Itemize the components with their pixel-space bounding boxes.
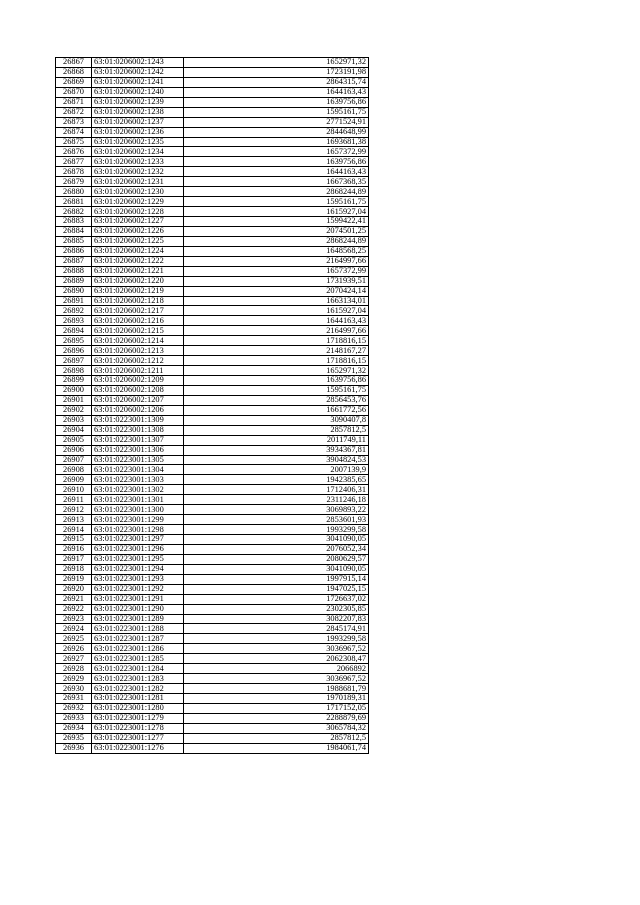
table-row (56, 137, 369, 147)
row-number-cell: 26906 (56, 445, 92, 455)
table-row (56, 664, 369, 674)
table-row (56, 425, 369, 435)
row-number-cell: 26918 (56, 564, 92, 574)
table-row (56, 147, 369, 157)
table-row (56, 395, 369, 405)
cadastral-number-cell: 63:01:0223001:1300 (92, 505, 184, 515)
cadastral-number-cell: 63:01:0223001:1297 (92, 535, 184, 545)
value-cell: 1667368,35 (184, 177, 369, 187)
row-number-cell: 26933 (56, 713, 92, 723)
cadastral-number-cell: 63:01:0223001:1284 (92, 664, 184, 674)
value-cell: 1988681,79 (184, 684, 369, 694)
table-row (56, 236, 369, 246)
value-cell: 1657372,99 (184, 266, 369, 276)
cadastral-number-cell: 63:01:0206002:1226 (92, 226, 184, 236)
table-row (56, 544, 369, 554)
cadastral-number-cell: 63:01:0206002:1243 (92, 58, 184, 68)
row-number-cell: 26917 (56, 554, 92, 564)
cadastral-number-cell: 63:01:0206002:1208 (92, 385, 184, 395)
cadastral-number-cell: 63:01:0206002:1228 (92, 207, 184, 217)
row-number-cell: 26919 (56, 574, 92, 584)
table-row (56, 366, 369, 376)
value-cell: 1644163,43 (184, 316, 369, 326)
row-number-cell: 26879 (56, 177, 92, 187)
table-row (56, 326, 369, 336)
table-row (56, 723, 369, 733)
table-row (56, 107, 369, 117)
value-cell: 2868244,89 (184, 187, 369, 197)
table-row (56, 77, 369, 87)
row-number-cell: 26904 (56, 425, 92, 435)
table-row (56, 684, 369, 694)
row-number-cell: 26916 (56, 544, 92, 554)
cadastral-number-cell: 63:01:0206002:1230 (92, 187, 184, 197)
row-number-cell: 26894 (56, 326, 92, 336)
row-number-cell: 26921 (56, 594, 92, 604)
row-number-cell: 26878 (56, 167, 92, 177)
value-cell: 2857812,5 (184, 425, 369, 435)
cadastral-number-cell: 63:01:0206002:1215 (92, 326, 184, 336)
cadastral-number-cell: 63:01:0206002:1241 (92, 77, 184, 87)
value-cell: 2856453,76 (184, 395, 369, 405)
value-cell: 1693681,38 (184, 137, 369, 147)
cadastral-number-cell: 63:01:0206002:1231 (92, 177, 184, 187)
table-row (56, 58, 369, 68)
data-table (55, 57, 369, 754)
cadastral-number-cell: 63:01:0206002:1229 (92, 197, 184, 207)
row-number-cell: 26889 (56, 276, 92, 286)
table-row (56, 415, 369, 425)
row-number-cell: 26892 (56, 306, 92, 316)
value-cell: 3090407,8 (184, 415, 369, 425)
cadastral-number-cell: 63:01:0206002:1225 (92, 236, 184, 246)
value-cell: 1595161,75 (184, 107, 369, 117)
value-cell: 1615927,04 (184, 207, 369, 217)
cadastral-number-cell: 63:01:0206002:1206 (92, 405, 184, 415)
row-number-cell: 26901 (56, 395, 92, 405)
cadastral-number-cell: 63:01:0206002:1221 (92, 266, 184, 276)
cadastral-number-cell: 63:01:0223001:1309 (92, 415, 184, 425)
value-cell: 1947025,15 (184, 584, 369, 594)
value-cell: 2845174,91 (184, 624, 369, 634)
value-cell: 1639756,86 (184, 376, 369, 386)
value-cell: 1595161,75 (184, 197, 369, 207)
table-row (56, 127, 369, 137)
value-cell: 2011749,11 (184, 435, 369, 445)
row-number-cell: 26874 (56, 127, 92, 137)
table-row (56, 703, 369, 713)
table-row (56, 505, 369, 515)
cadastral-number-cell: 63:01:0206002:1239 (92, 97, 184, 107)
row-number-cell: 26915 (56, 535, 92, 545)
cadastral-number-cell: 63:01:0223001:1281 (92, 694, 184, 704)
cadastral-number-cell: 63:01:0223001:1308 (92, 425, 184, 435)
value-cell: 1639756,86 (184, 157, 369, 167)
value-cell: 3934367,81 (184, 445, 369, 455)
table-row (56, 525, 369, 535)
table-row (56, 336, 369, 346)
value-cell: 2844648,99 (184, 127, 369, 137)
value-cell: 1639756,86 (184, 97, 369, 107)
row-number-cell: 26867 (56, 58, 92, 68)
table-row (56, 167, 369, 177)
value-cell: 3069893,22 (184, 505, 369, 515)
value-cell: 3036967,52 (184, 644, 369, 654)
table-row (56, 445, 369, 455)
row-number-cell: 26888 (56, 266, 92, 276)
row-number-cell: 26869 (56, 77, 92, 87)
value-cell: 1718816,15 (184, 336, 369, 346)
row-number-cell: 26928 (56, 664, 92, 674)
row-number-cell: 26875 (56, 137, 92, 147)
value-cell: 1970189,31 (184, 694, 369, 704)
row-number-cell: 26908 (56, 465, 92, 475)
cadastral-number-cell: 63:01:0206002:1237 (92, 117, 184, 127)
row-number-cell: 26907 (56, 455, 92, 465)
cadastral-number-cell: 63:01:0223001:1304 (92, 465, 184, 475)
table-row (56, 733, 369, 743)
cadastral-number-cell: 63:01:0223001:1293 (92, 574, 184, 584)
cadastral-number-cell: 63:01:0206002:1217 (92, 306, 184, 316)
cadastral-number-cell: 63:01:0223001:1301 (92, 495, 184, 505)
value-cell: 1984061,74 (184, 743, 369, 753)
value-cell: 2070424,14 (184, 286, 369, 296)
value-cell: 2771524,91 (184, 117, 369, 127)
value-cell: 2148167,27 (184, 346, 369, 356)
table-row (56, 187, 369, 197)
cadastral-number-cell: 63:01:0206002:1212 (92, 356, 184, 366)
value-cell: 2066892 (184, 664, 369, 674)
value-cell: 1652971,32 (184, 366, 369, 376)
row-number-cell: 26872 (56, 107, 92, 117)
row-number-cell: 26887 (56, 256, 92, 266)
table-row (56, 197, 369, 207)
cadastral-number-cell: 63:01:0206002:1219 (92, 286, 184, 296)
cadastral-number-cell: 63:01:0223001:1298 (92, 525, 184, 535)
cadastral-number-cell: 63:01:0206002:1236 (92, 127, 184, 137)
row-number-cell: 26923 (56, 614, 92, 624)
table-row (56, 743, 369, 753)
cadastral-number-cell: 63:01:0223001:1278 (92, 723, 184, 733)
cadastral-number-cell: 63:01:0206002:1216 (92, 316, 184, 326)
table-row (56, 67, 369, 77)
value-cell: 1615927,04 (184, 306, 369, 316)
cadastral-number-cell: 63:01:0206002:1214 (92, 336, 184, 346)
value-cell: 3065784,32 (184, 723, 369, 733)
cadastral-number-cell: 63:01:0223001:1287 (92, 634, 184, 644)
table-row (56, 674, 369, 684)
table-row (56, 475, 369, 485)
table-row (56, 316, 369, 326)
row-number-cell: 26884 (56, 226, 92, 236)
cadastral-number-cell: 63:01:0206002:1218 (92, 296, 184, 306)
table-row (56, 217, 369, 227)
row-number-cell: 26913 (56, 515, 92, 525)
table-row (56, 495, 369, 505)
table-row (56, 226, 369, 236)
row-number-cell: 26905 (56, 435, 92, 445)
value-cell: 1993299,58 (184, 634, 369, 644)
table-row (56, 634, 369, 644)
table-row (56, 157, 369, 167)
row-number-cell: 26903 (56, 415, 92, 425)
value-cell: 1712406,31 (184, 485, 369, 495)
value-cell: 2864315,74 (184, 77, 369, 87)
row-number-cell: 26900 (56, 385, 92, 395)
value-cell: 1648568,25 (184, 246, 369, 256)
cadastral-number-cell: 63:01:0206002:1209 (92, 376, 184, 386)
row-number-cell: 26876 (56, 147, 92, 157)
cadastral-number-cell: 63:01:0223001:1277 (92, 733, 184, 743)
table-row (56, 574, 369, 584)
row-number-cell: 26899 (56, 376, 92, 386)
table-row (56, 624, 369, 634)
table-row (56, 405, 369, 415)
row-number-cell: 26898 (56, 366, 92, 376)
value-cell: 2868244,89 (184, 236, 369, 246)
row-number-cell: 26931 (56, 694, 92, 704)
table-row (56, 97, 369, 107)
cadastral-number-cell: 63:01:0206002:1207 (92, 395, 184, 405)
value-cell: 3041090,05 (184, 564, 369, 574)
table-row (56, 376, 369, 386)
row-number-cell: 26925 (56, 634, 92, 644)
cadastral-number-cell: 63:01:0206002:1227 (92, 217, 184, 227)
row-number-cell: 26896 (56, 346, 92, 356)
cadastral-number-cell: 63:01:0223001:1289 (92, 614, 184, 624)
value-cell: 2080629,57 (184, 554, 369, 564)
row-number-cell: 26930 (56, 684, 92, 694)
row-number-cell: 26934 (56, 723, 92, 733)
table-row (56, 435, 369, 445)
cadastral-number-cell: 63:01:0223001:1286 (92, 644, 184, 654)
table-row (56, 644, 369, 654)
table-row (56, 256, 369, 266)
row-number-cell: 26897 (56, 356, 92, 366)
value-cell: 1657372,99 (184, 147, 369, 157)
row-number-cell: 26911 (56, 495, 92, 505)
cadastral-number-cell: 63:01:0223001:1288 (92, 624, 184, 634)
value-cell: 3041090,05 (184, 535, 369, 545)
table-row (56, 614, 369, 624)
table-row (56, 713, 369, 723)
table-row (56, 296, 369, 306)
cadastral-number-cell: 63:01:0206002:1224 (92, 246, 184, 256)
row-number-cell: 26885 (56, 236, 92, 246)
value-cell: 1717152,05 (184, 703, 369, 713)
cadastral-number-cell: 63:01:0223001:1295 (92, 554, 184, 564)
value-cell: 3904824,53 (184, 455, 369, 465)
row-number-cell: 26927 (56, 654, 92, 664)
table-row (56, 654, 369, 664)
value-cell: 1599422,41 (184, 217, 369, 227)
table-row (56, 276, 369, 286)
row-number-cell: 26935 (56, 733, 92, 743)
value-cell: 2164997,66 (184, 326, 369, 336)
value-cell: 1718816,15 (184, 356, 369, 366)
table-row (56, 346, 369, 356)
cadastral-number-cell: 63:01:0223001:1292 (92, 584, 184, 594)
cadastral-number-cell: 63:01:0206002:1235 (92, 137, 184, 147)
value-cell: 2076052,34 (184, 544, 369, 554)
cadastral-number-cell: 63:01:0206002:1234 (92, 147, 184, 157)
table-row (56, 177, 369, 187)
cadastral-number-cell: 63:01:0206002:1240 (92, 87, 184, 97)
cadastral-number-cell: 63:01:0223001:1303 (92, 475, 184, 485)
cadastral-number-cell: 63:01:0206002:1242 (92, 67, 184, 77)
row-number-cell: 26929 (56, 674, 92, 684)
table-row (56, 207, 369, 217)
row-number-cell: 26886 (56, 246, 92, 256)
value-cell: 1661772,56 (184, 405, 369, 415)
value-cell: 1663134,01 (184, 296, 369, 306)
row-number-cell: 26883 (56, 217, 92, 227)
value-cell: 3036967,52 (184, 674, 369, 684)
row-number-cell: 26932 (56, 703, 92, 713)
table-row (56, 306, 369, 316)
table-row (56, 594, 369, 604)
value-cell: 1997915,14 (184, 574, 369, 584)
cadastral-number-cell: 63:01:0206002:1213 (92, 346, 184, 356)
value-cell: 1723191,98 (184, 67, 369, 77)
cadastral-number-cell: 63:01:0206002:1233 (92, 157, 184, 167)
value-cell: 1942385,65 (184, 475, 369, 485)
value-cell: 1644163,43 (184, 87, 369, 97)
row-number-cell: 26868 (56, 67, 92, 77)
value-cell: 2311246,18 (184, 495, 369, 505)
cadastral-number-cell: 63:01:0223001:1307 (92, 435, 184, 445)
cadastral-number-cell: 63:01:0223001:1305 (92, 455, 184, 465)
table-row (56, 694, 369, 704)
row-number-cell: 26912 (56, 505, 92, 515)
value-cell: 2074501,25 (184, 226, 369, 236)
table-row (56, 554, 369, 564)
row-number-cell: 26871 (56, 97, 92, 107)
table-row (56, 515, 369, 525)
row-number-cell: 26870 (56, 87, 92, 97)
row-number-cell: 26924 (56, 624, 92, 634)
row-number-cell: 26914 (56, 525, 92, 535)
row-number-cell: 26909 (56, 475, 92, 485)
value-cell: 1595161,75 (184, 385, 369, 395)
table-row (56, 584, 369, 594)
table-row (56, 266, 369, 276)
table-row (56, 604, 369, 614)
cadastral-number-cell: 63:01:0223001:1276 (92, 743, 184, 753)
cadastral-number-cell: 63:01:0223001:1282 (92, 684, 184, 694)
cadastral-number-cell: 63:01:0223001:1280 (92, 703, 184, 713)
value-cell: 2288879,69 (184, 713, 369, 723)
table-row (56, 385, 369, 395)
value-cell: 1644163,43 (184, 167, 369, 177)
value-cell: 1993299,58 (184, 525, 369, 535)
row-number-cell: 26877 (56, 157, 92, 167)
table-row (56, 564, 369, 574)
value-cell: 2164997,66 (184, 256, 369, 266)
cadastral-number-cell: 63:01:0223001:1296 (92, 544, 184, 554)
row-number-cell: 26880 (56, 187, 92, 197)
value-cell: 2007139,9 (184, 465, 369, 475)
cadastral-number-cell: 63:01:0206002:1220 (92, 276, 184, 286)
cadastral-number-cell: 63:01:0223001:1294 (92, 564, 184, 574)
table-row (56, 465, 369, 475)
cadastral-number-cell: 63:01:0206002:1211 (92, 366, 184, 376)
cadastral-number-cell: 63:01:0206002:1222 (92, 256, 184, 266)
row-number-cell: 26922 (56, 604, 92, 614)
row-number-cell: 26881 (56, 197, 92, 207)
row-number-cell: 26873 (56, 117, 92, 127)
cadastral-number-cell: 63:01:0223001:1302 (92, 485, 184, 495)
row-number-cell: 26920 (56, 584, 92, 594)
row-number-cell: 26893 (56, 316, 92, 326)
row-number-cell: 26936 (56, 743, 92, 753)
table-row (56, 246, 369, 256)
cadastral-number-cell: 63:01:0223001:1291 (92, 594, 184, 604)
value-cell: 1726637,02 (184, 594, 369, 604)
cadastral-number-cell: 63:01:0206002:1238 (92, 107, 184, 117)
value-cell: 3082207,83 (184, 614, 369, 624)
cadastral-number-cell: 63:01:0223001:1279 (92, 713, 184, 723)
table-row (56, 535, 369, 545)
cadastral-number-cell: 63:01:0223001:1306 (92, 445, 184, 455)
cadastral-number-cell: 63:01:0223001:1290 (92, 604, 184, 614)
value-cell: 2853601,93 (184, 515, 369, 525)
row-number-cell: 26895 (56, 336, 92, 346)
value-cell: 2857812,5 (184, 733, 369, 743)
table-body (56, 58, 369, 754)
row-number-cell: 26890 (56, 286, 92, 296)
cadastral-number-cell: 63:01:0223001:1285 (92, 654, 184, 664)
table-row (56, 485, 369, 495)
value-cell: 1731939,51 (184, 276, 369, 286)
value-cell: 1652971,32 (184, 58, 369, 68)
row-number-cell: 26902 (56, 405, 92, 415)
table-row (56, 117, 369, 127)
table-row (56, 286, 369, 296)
cadastral-number-cell: 63:01:0223001:1299 (92, 515, 184, 525)
value-cell: 2302305,85 (184, 604, 369, 614)
table-row (56, 455, 369, 465)
row-number-cell: 26910 (56, 485, 92, 495)
row-number-cell: 26882 (56, 207, 92, 217)
cadastral-number-cell: 63:01:0223001:1283 (92, 674, 184, 684)
table-row (56, 356, 369, 366)
row-number-cell: 26891 (56, 296, 92, 306)
value-cell: 2062308,47 (184, 654, 369, 664)
cadastral-number-cell: 63:01:0206002:1232 (92, 167, 184, 177)
table-row (56, 87, 369, 97)
row-number-cell: 26926 (56, 644, 92, 654)
